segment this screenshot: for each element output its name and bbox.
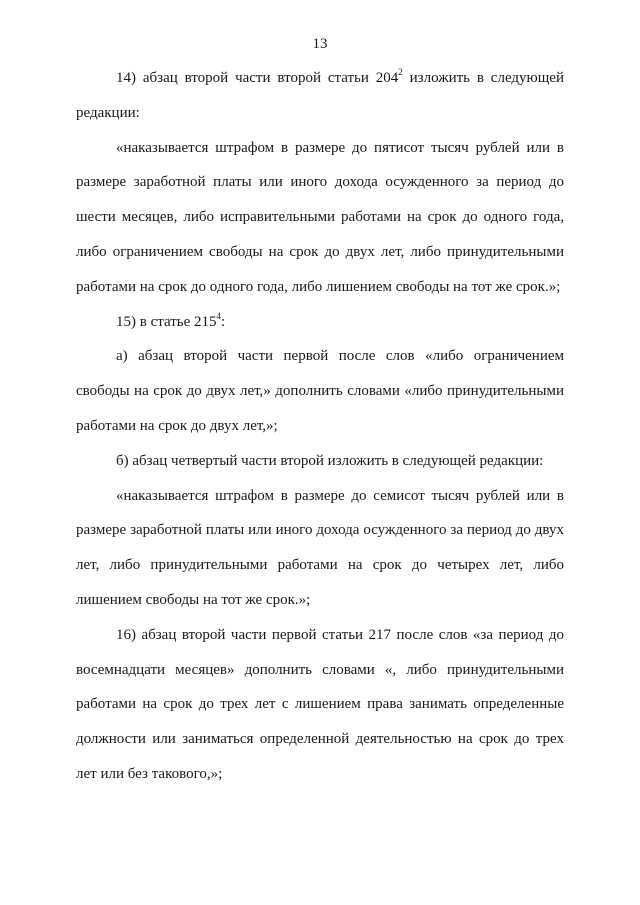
- paragraph-text-continued: изложить в следующей редакции:: [76, 70, 564, 121]
- article-superscript: 2: [398, 67, 403, 77]
- paragraph-text: 15) в статье 215: [116, 313, 217, 330]
- paragraph-item-15-b-new-wording: [76, 479, 564, 618]
- paragraph-item-16: [76, 618, 564, 792]
- paragraph-text: «наказывается штрафом в размере до семисот тысяч рублей или в размере заработной платы или иного дохода осужденного за период до двух лет, либо принудительными работами на срок до четырех лет, либо лишением свободы на тот же срок.»;: [76, 487, 564, 608]
- paragraph-text: 14) абзац второй части второй статьи 204: [116, 70, 399, 86]
- paragraph-text-continued: :: [221, 313, 226, 330]
- paragraph-text: 16) абзац второй части первой статьи 217 после слов «за период до восемнадцати месяцев» дополнить словами «, либо принудительными работами на срок до трех лет с лишением права занимать определенные должности или заниматься определенной деятельностью на срок до трех лет или без такового,»;: [76, 626, 564, 782]
- paragraph-text: б) абзац четвертый части второй изложить в следующей редакции:: [116, 452, 544, 469]
- paragraph-text: а) абзац второй части первой после слов «либо ограничением свободы на срок до двух лет,» дополнить словами «либо принудительными работами на срок до двух лет,»;: [76, 348, 564, 434]
- paragraph-text: «наказывается штрафом в размере до пятисот тысяч рублей или в размере заработной платы или иного дохода осужденного за период до шести месяцев, либо исправительными работами на срок до одного года, либо ограничением свободы на срок до двух лет, либо принудительными работами на срок до одного года, либо лишением свободы на тот же срок.»;: [76, 139, 564, 295]
- paragraph-item-15-a: [76, 339, 564, 443]
- article-superscript: 4: [216, 310, 222, 321]
- document-body: [76, 61, 564, 792]
- paragraph-item-15: [76, 305, 564, 340]
- paragraph-item-14-new-wording: [76, 131, 564, 305]
- page-number: 13: [312, 36, 328, 52]
- paragraph-item-15-b: [76, 444, 564, 479]
- paragraph-item-14: [76, 61, 564, 131]
